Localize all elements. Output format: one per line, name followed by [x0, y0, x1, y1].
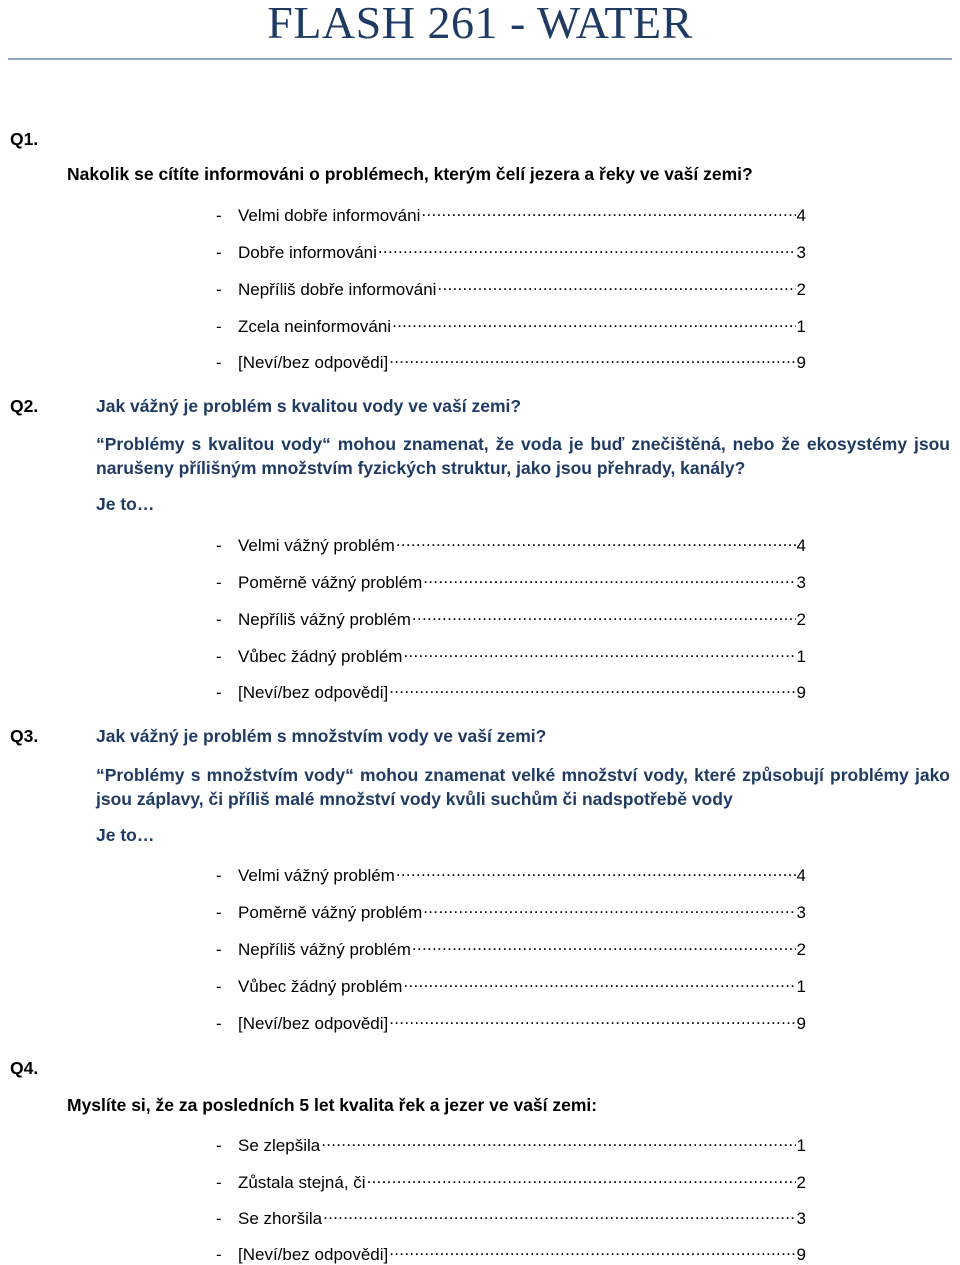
option-q2-4: - Vůbec žádný problém ..... 1 — [216, 642, 806, 664]
option-label: Velmi dobře informováni — [238, 206, 421, 225]
option-label: Velmi vážný problém — [238, 866, 395, 885]
prompt-q2: Je to… — [96, 494, 155, 514]
option-q2-2: - Poměrně vážný problém ..... 3 — [216, 568, 806, 590]
option-label: Zcela neinformováni — [238, 317, 392, 336]
option-label: [Neví/bez odpovědi] — [238, 1245, 389, 1264]
option-code: 2 — [796, 610, 806, 629]
option-code: 1 — [796, 647, 806, 666]
option-label: [Neví/bez odpovědi] — [238, 1014, 389, 1033]
option-code: 3 — [796, 573, 806, 592]
option-q4-4: - [Neví/bez odpovědi] ..... 9 — [216, 1240, 806, 1262]
option-q1-1: - Velmi dobře informováni ..... 4 — [216, 201, 806, 223]
question-note-q2: “Problémy s kvalitou vody“ mohou znamenat, že voda je buď znečištěná, nebo že ekosystémy jsou narušeny přílišným množstvím fyzických struktur, jako jsou přehrady, kanály? — [96, 434, 950, 478]
option-label: Se zhoršila — [238, 1209, 323, 1228]
question-number-q3: Q3. — [10, 726, 39, 746]
option-q1-5: - [Neví/bez odpovědi] ..... 9 — [216, 348, 806, 370]
option-code: 2 — [796, 940, 806, 959]
option-code: 9 — [796, 683, 806, 702]
option-q2-3: - Nepříliš vážný problém ..... 2 — [216, 605, 806, 627]
question-text-q1: Nakolik se cítíte informováni o problémech, kterým čelí jezera a řeky ve vaší zemi? — [67, 164, 753, 184]
option-code: 1 — [796, 1136, 806, 1155]
option-label: Zůstala stejná, či — [238, 1173, 366, 1192]
prompt-q3: Je to… — [96, 825, 155, 845]
option-q4-2: - Zůstala stejná, či ..... 2 — [216, 1168, 806, 1190]
option-code: 2 — [796, 1173, 806, 1192]
option-q1-3: - Nepříliš dobře informováni ..... 2 — [216, 275, 806, 297]
option-label: [Neví/bez odpovědi] — [238, 353, 389, 372]
question-text-q2: Jak vážný je problém s kvalitou vody ve vaší zemi? — [96, 396, 522, 416]
option-label: Nepříliš dobře informováni — [238, 280, 437, 299]
option-label: Poměrně vážný problém — [238, 903, 423, 922]
option-q3-3: - Nepříliš vážný problém ..... 2 — [216, 935, 806, 957]
question-note-q3: “Problémy s množstvím vody“ mohou znamenat velké množství vody, které způsobují problémy jako jsou záplavy, či příliš malé množství vody kvůli suchům či nadspotřebě vody — [96, 765, 950, 809]
title-divider — [8, 58, 952, 60]
question-number-q4: Q4. — [10, 1058, 39, 1078]
option-code: 1 — [796, 977, 806, 996]
option-code: 3 — [796, 903, 806, 922]
option-label: [Neví/bez odpovědi] — [238, 683, 389, 702]
option-code: 4 — [796, 206, 806, 225]
option-q3-1: - Velmi vážný problém ..... 4 — [216, 861, 806, 883]
option-code: 3 — [796, 243, 806, 262]
option-code: 2 — [796, 280, 806, 299]
option-q3-5: - [Neví/bez odpovědi] ..... 9 — [216, 1009, 806, 1031]
question-text-q3: Jak vážný je problém s množstvím vody ve vaší zemi? — [96, 726, 547, 746]
question-number-q1: Q1. — [10, 129, 39, 149]
option-q2-1: - Velmi vážný problém ..... 4 — [216, 531, 806, 553]
option-code: 1 — [796, 317, 806, 336]
option-label: Nepříliš vážný problém — [238, 610, 411, 629]
option-q2-5: - [Neví/bez odpovědi] ..... 9 — [216, 678, 806, 700]
option-q1-4: - Zcela neinformováni ..... 1 — [216, 312, 806, 334]
option-label: Nepříliš vážný problém — [238, 940, 411, 959]
option-q4-1: - Se zlepšila ..... 1 — [216, 1131, 806, 1153]
option-code: 9 — [796, 353, 806, 372]
option-code: 3 — [796, 1209, 806, 1228]
option-q1-2: - Dobře informováni ..... 3 — [216, 238, 806, 260]
option-label: Vůbec žádný problém — [238, 647, 403, 666]
option-code: 9 — [796, 1245, 806, 1264]
option-q3-4: - Vůbec žádný problém ..... 1 — [216, 972, 806, 994]
option-label: Se zlepšila — [238, 1136, 321, 1155]
page-title: FLASH 261 - WATER — [267, 0, 693, 48]
option-code: 4 — [796, 536, 806, 555]
option-code: 9 — [796, 1014, 806, 1033]
option-label: Poměrně vážný problém — [238, 573, 423, 592]
question-number-q2: Q2. — [10, 396, 39, 416]
option-label: Dobře informováni — [238, 243, 377, 262]
question-text-q4: Myslíte si, že za posledních 5 let kvalita řek a jezer ve vaší zemi: — [67, 1095, 598, 1115]
option-q4-3: - Se zhoršila ..... 3 — [216, 1204, 806, 1226]
option-label: Vůbec žádný problém — [238, 977, 403, 996]
option-code: 4 — [796, 866, 806, 885]
option-label: Velmi vážný problém — [238, 536, 395, 555]
option-q3-2: - Poměrně vážný problém ..... 3 — [216, 898, 806, 920]
